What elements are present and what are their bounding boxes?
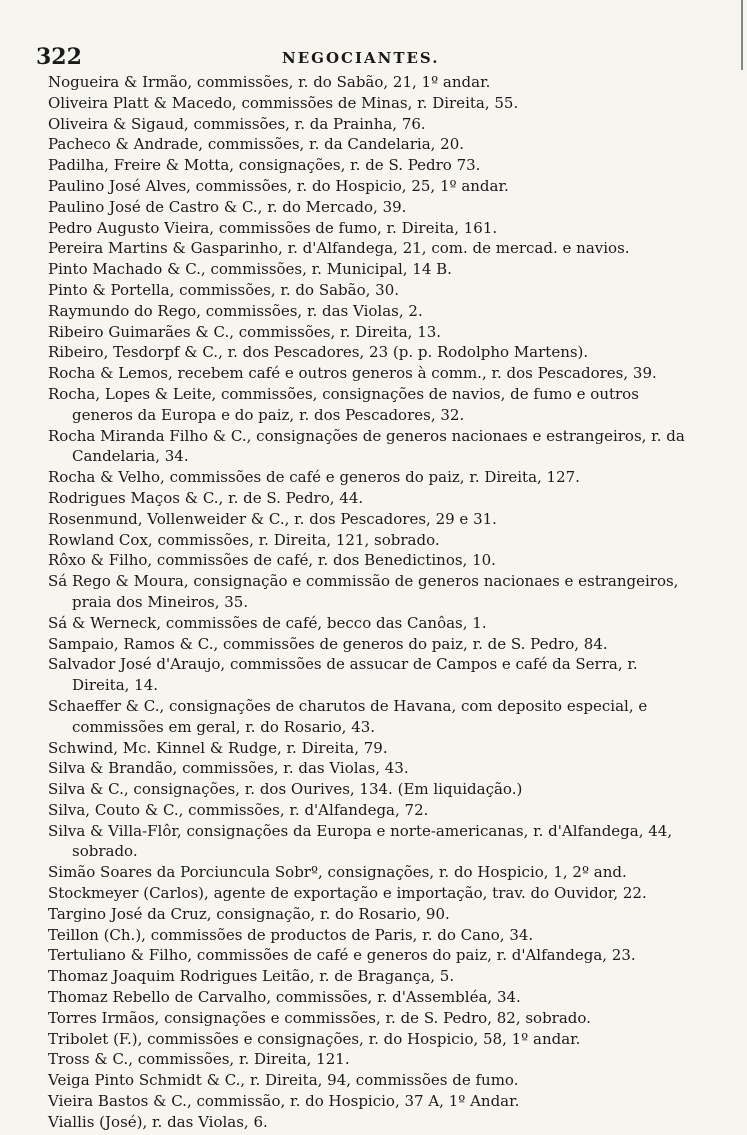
list-item: Rocha & Velho, commissões de café e generos do paiz, r. Direita, 127. bbox=[48, 468, 580, 487]
list-item: Pinto & Portella, commissões, r. do Sabão, 30. bbox=[48, 280, 400, 299]
list-item: Silva, Couto & C., commissões, r. d'Alfandega, 72. bbox=[48, 800, 429, 819]
list-item: Rôxo & Filho, commissões de café, r. dos Benedictinos, 10. bbox=[48, 551, 496, 570]
list-item: Schwind, Mc. Kinnel & Rudge, r. Direita, 79. bbox=[48, 738, 388, 757]
list-item: Oliveira & Sigaud, commissões, r. da Prainha, 76. bbox=[48, 114, 426, 133]
list-item: Schaeffer & C., consignações de charutos de Havana, com deposito especial, e commissões em geral, r. do Rosario, 43. bbox=[48, 696, 648, 736]
page-edge-line bbox=[741, 0, 743, 70]
list-item: Rocha & Lemos, recebem café e outros generos à comm., r. dos Pescadores, 39. bbox=[48, 364, 657, 383]
merchant-directory-list bbox=[48, 72, 688, 1133]
page-header bbox=[36, 44, 696, 70]
list-item: Thomaz Rebello de Carvalho, commissões, r. d'Assembléa, 34. bbox=[48, 988, 521, 1007]
list-item: Silva & C., consignações, r. dos Ourives, 134. (Em liquidação.) bbox=[48, 780, 523, 799]
list-item: Torres Irmãos, consignações e commissões, r. de S. Pedro, 82, sobrado. bbox=[48, 1008, 591, 1027]
list-item: Veiga Pinto Schmidt & C., r. Direita, 94, commissões de fumo. bbox=[48, 1071, 519, 1090]
list-item: Nogueira & Irmão, commissões, r. do Sabão, 21, 1º andar. bbox=[48, 73, 491, 91]
list-item: Sá Rego & Moura, consignação e commissão de generos nacionaes e estrangeiros, praia dos Mineiros, 35. bbox=[48, 572, 679, 611]
list-item: Padilha, Freire & Motta, consignações, r. de S. Pedro 73. bbox=[48, 156, 481, 175]
list-item: Tribolet (F.), commissões e consignações, r. do Hospicio, 58, 1º andar. bbox=[48, 1029, 581, 1048]
list-item: Targino José da Cruz, consignação, r. do Rosario, 90. bbox=[48, 904, 450, 923]
list-item: Sampaio, Ramos & C., commissões de generos do paiz, r. de S. Pedro, 84. bbox=[48, 634, 608, 653]
list-item: Teillon (Ch.), commissões de productos de Paris, r. do Cano, 34. bbox=[48, 925, 534, 944]
list-item: Silva & Brandão, commissões, r. das Violas, 43. bbox=[48, 759, 409, 778]
list-item: Tertuliano & Filho, commissões de café e generos do paiz, r. d'Alfandega, 23. bbox=[48, 946, 636, 965]
list-item: Paulino José Alves, commissões, r. do Hospicio, 25, 1º andar. bbox=[48, 176, 509, 195]
list-item: Tross & C., commissões, r. Direita, 121. bbox=[48, 1050, 350, 1069]
list-item: Ribeiro Guimarães & C., commissões, r. Direita, 13. bbox=[48, 322, 442, 341]
list-item: Oliveira Platt & Macedo, commissões de Minas, r. Direita, 55. bbox=[48, 93, 519, 112]
list-item: Paulino José de Castro & C., r. do Mercado, 39. bbox=[48, 197, 407, 216]
list-item: Rosenmund, Vollenweider & C., r. dos Pescadores, 29 e 31. bbox=[48, 509, 497, 528]
page-number: 322 bbox=[36, 44, 82, 70]
list-item: Raymundo do Rego, commissões, r. das Violas, 2. bbox=[48, 301, 423, 320]
list-item: Salvador José d'Araujo, commissões de assucar de Campos e café da Serra, r. Direita, 14. bbox=[48, 655, 638, 695]
list-item: Rodrigues Maços & C., r. de S. Pedro, 44. bbox=[48, 488, 364, 507]
list-item: Sá & Werneck, commissões de café, becco das Canôas, 1. bbox=[48, 613, 487, 632]
list-item: Pinto Machado & C., commissões, r. Municipal, 14 B. bbox=[48, 260, 452, 279]
running-title: NEGOCIANTES. bbox=[282, 49, 440, 67]
list-item: Vieira Bastos & C., commissão, r. do Hospicio, 37 A, 1º Andar. bbox=[48, 1092, 520, 1111]
list-item: Pacheco & Andrade, commissões, r. da Candelaria, 20. bbox=[48, 135, 465, 154]
list-item: Simão Soares da Porciuncula Sobrº, consignações, r. do Hospicio, 1, 2º and. bbox=[48, 863, 627, 882]
list-item: Rocha, Lopes & Leite, commissões, consignações de navios, de fumo e outros generos da Europa e do paiz, r. dos Pescadores, 32. bbox=[48, 384, 639, 424]
list-item: Ribeiro, Tesdorpf & C., r. dos Pescadores, 23 (p. p. Rodolpho Martens). bbox=[48, 343, 589, 362]
list-item: Rowland Cox, commissões, r. Direita, 121, sobrado. bbox=[48, 530, 440, 549]
list-item: Silva & Villa-Flôr, consignações da Europa e norte-americanas, r. d'Alfandega, 44, sobrado. bbox=[48, 821, 673, 861]
list-item: Pereira Martins & Gasparinho, r. d'Alfandega, 21, com. de mercad. e navios. bbox=[48, 239, 630, 258]
list-item: Thomaz Joaquim Rodrigues Leitão, r. de Bragança, 5. bbox=[48, 967, 455, 986]
list-item: Rocha Miranda Filho & C., consignações de generos nacionaes e estrangeiros, r. da Candelaria, 34. bbox=[48, 426, 685, 466]
list-item: Viallis (José), r. das Violas, 6. bbox=[48, 1112, 268, 1131]
list-item: Stockmeyer (Carlos), agente de exportação e importação, trav. do Ouvidor, 22. bbox=[48, 884, 647, 903]
list-item: Pedro Augusto Vieira, commissões de fumo, r. Direita, 161. bbox=[48, 218, 498, 237]
